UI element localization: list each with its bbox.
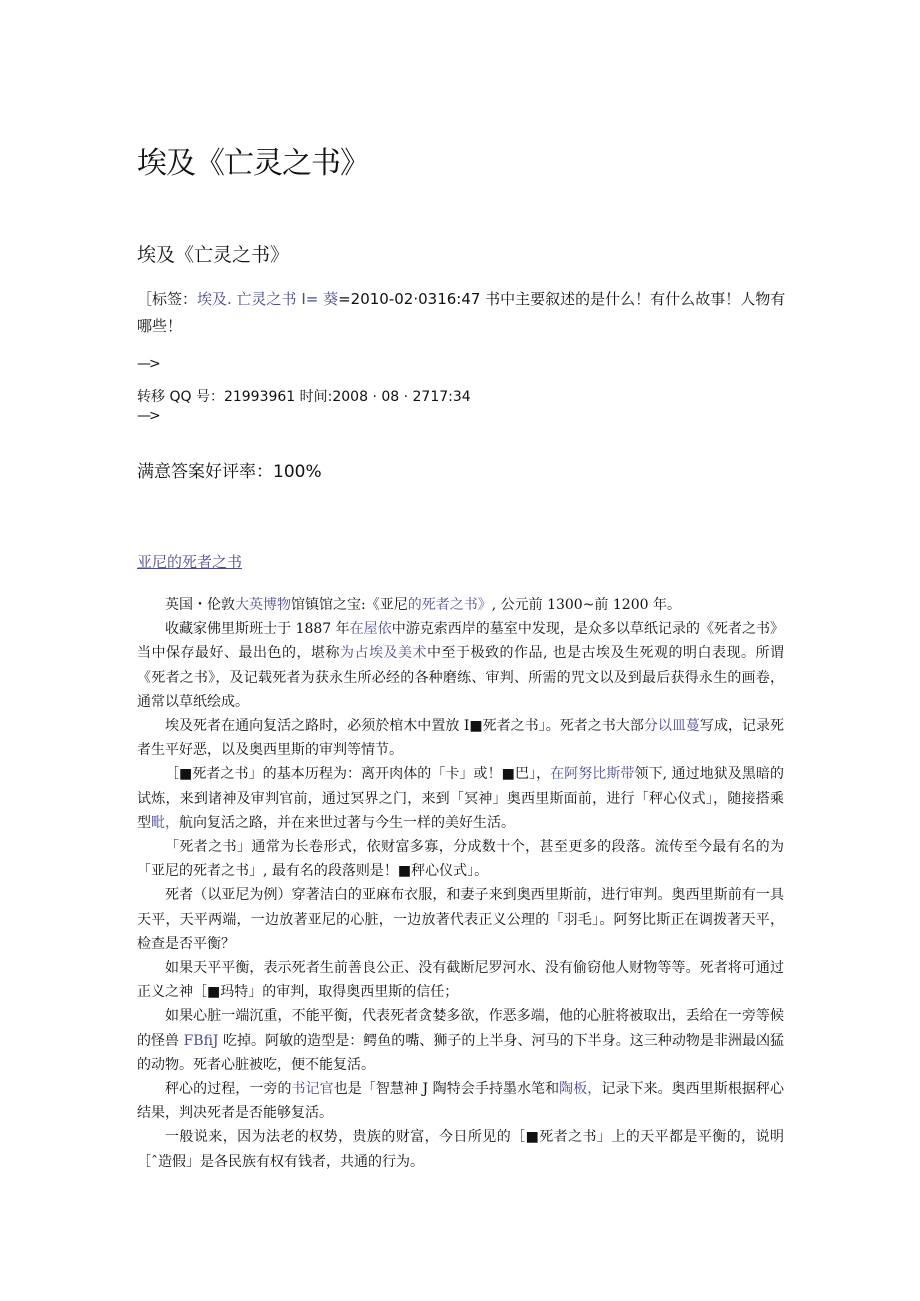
paragraph: 英国・伦敦大英博物馆镇馆之宝:《亚尼的死者之书》, 公元前 1300~前 1200 年。 [165,597,681,613]
inline-link[interactable]: 大英博物 [235,597,291,613]
tags-question: =2010-02·0316:47 书中主要叙述的是什么！有什么故事！人物有哪些！ [137,290,786,335]
tags-link[interactable]: 埃及. 亡灵之书 I= 葵 [197,290,339,308]
inline-link[interactable]: 陶板， [559,1081,602,1098]
inline-link[interactable]: 毗， [151,814,179,831]
rating-text: 满意答案好评率：100% [137,462,322,482]
paragraph: 如果心脏一端沉重，不能平衡，代表死者贪婪多欲，作恶多端，他的心脏将被取出，丢给在一旁等候的怪兽 FBfiJ 吃掉。阿敏的造型是：鳄鱼的嘴、狮子的上半身、河马的下半身。这三种动物是非洲最凶猛的动物。死者心脏被吃，便不能复活。 [137,1008,785,1073]
page-title: 埃及《亡灵之书》 [137,146,369,181]
inline-link[interactable]: 为占埃及美术 [340,645,428,662]
inline-link[interactable]: 书记官 [291,1081,334,1098]
paragraph: 一般说来，因为法老的权势，贵族的财富，今日所见的［■死者之书」上的天平都是平衡的，说明［ˆ造假」是各民族有权有钱者，共通的行为。 [137,1129,784,1170]
inline-link[interactable]: 分以皿蔓 [643,718,700,735]
paragraph: 死者（以亚尼为例）穿著洁白的亚麻布衣服，和妻子来到奥西里斯前，进行审判。奥西里斯前有一具天平，天平两端，一边放著亚尼的心脏，一边放著代表正义公理的「羽毛」。阿努比斯正在调拨著天平，检查是否平衡？ [137,887,784,952]
tags-prefix: ［标签： [137,290,198,308]
inline-link[interactable]: FBfiJ [183,1032,219,1049]
paragraph: 「死者之书」通常为长卷形式，依财富多寡，分成数十个，甚至更多的段落。流传至今最有名的为「亚尼的死者之书」, 最有名的段落则是！■秤心仪式」。 [137,839,784,880]
section-link[interactable]: 亚尼的死者之书 [137,553,243,571]
inline-link[interactable]: 在屋依 [349,621,392,638]
paragraph: ［■死者之书」的基本历程为：离开肉体的「卡」或！■巴」，在阿努比斯带领下, 通过地狱及黑暗的试炼，来到诸神及审判官前，通过冥界之门，来到「冥神」奥西里斯面前，进行「秤心仪式」，随接搭乘型毗，航向复活之路，并在来世过著与今生一样的美好生活。 [137,766,784,831]
arrow-marker: —> [137,408,159,424]
paragraph: 秤心的过程，一旁的书记官也是「智慧神 J 陶特会手持墨水笔和陶板，记录下来。奥西里斯根据秤心结果，判决死者是否能够复活。 [137,1081,785,1122]
article-body [137,593,784,1174]
paragraph: 埃及死者在通向复活之路时，必须於棺木中置放 I■死者之书」。死者之书大部分以皿蔓写成，记录死者生平好恶，以及奥西里斯的审判等情节。 [137,718,785,759]
arrow-marker: —> [137,356,159,372]
transfer-info: 转移 QQ 号：21993961 时间:2008 · 08 · 2717:34 [137,389,471,405]
inline-link[interactable]: 的死者之书》 [407,597,492,613]
inline-link[interactable]: 在阿努比斯带 [550,766,635,783]
paragraph: 如果天平平衡，表示死者生前善良公正、没有截断尼罗河水、没有偷窃他人财物等等。死者将可通过正义之神［■玛特」的审判，取得奥西里斯的信任； [137,960,784,1001]
paragraph: 收藏家佛里斯班士于 1887 年在屋依中游克索西岸的墓室中发现，是众多以草纸记录的《死者之书》当中保存最好、最出色的，堪称为占埃及美术中至于极致的作品, 也是古埃及生死观的明白表现。所谓《死者之书》，及记载死者为获永生所必经的各种磨练、审判、所需的咒文以及到最后获得永生的画卷，通常以草纸绘成。 [137,621,785,710]
subtitle: 埃及《亡灵之书》 [137,244,290,266]
tags-line [137,286,787,340]
